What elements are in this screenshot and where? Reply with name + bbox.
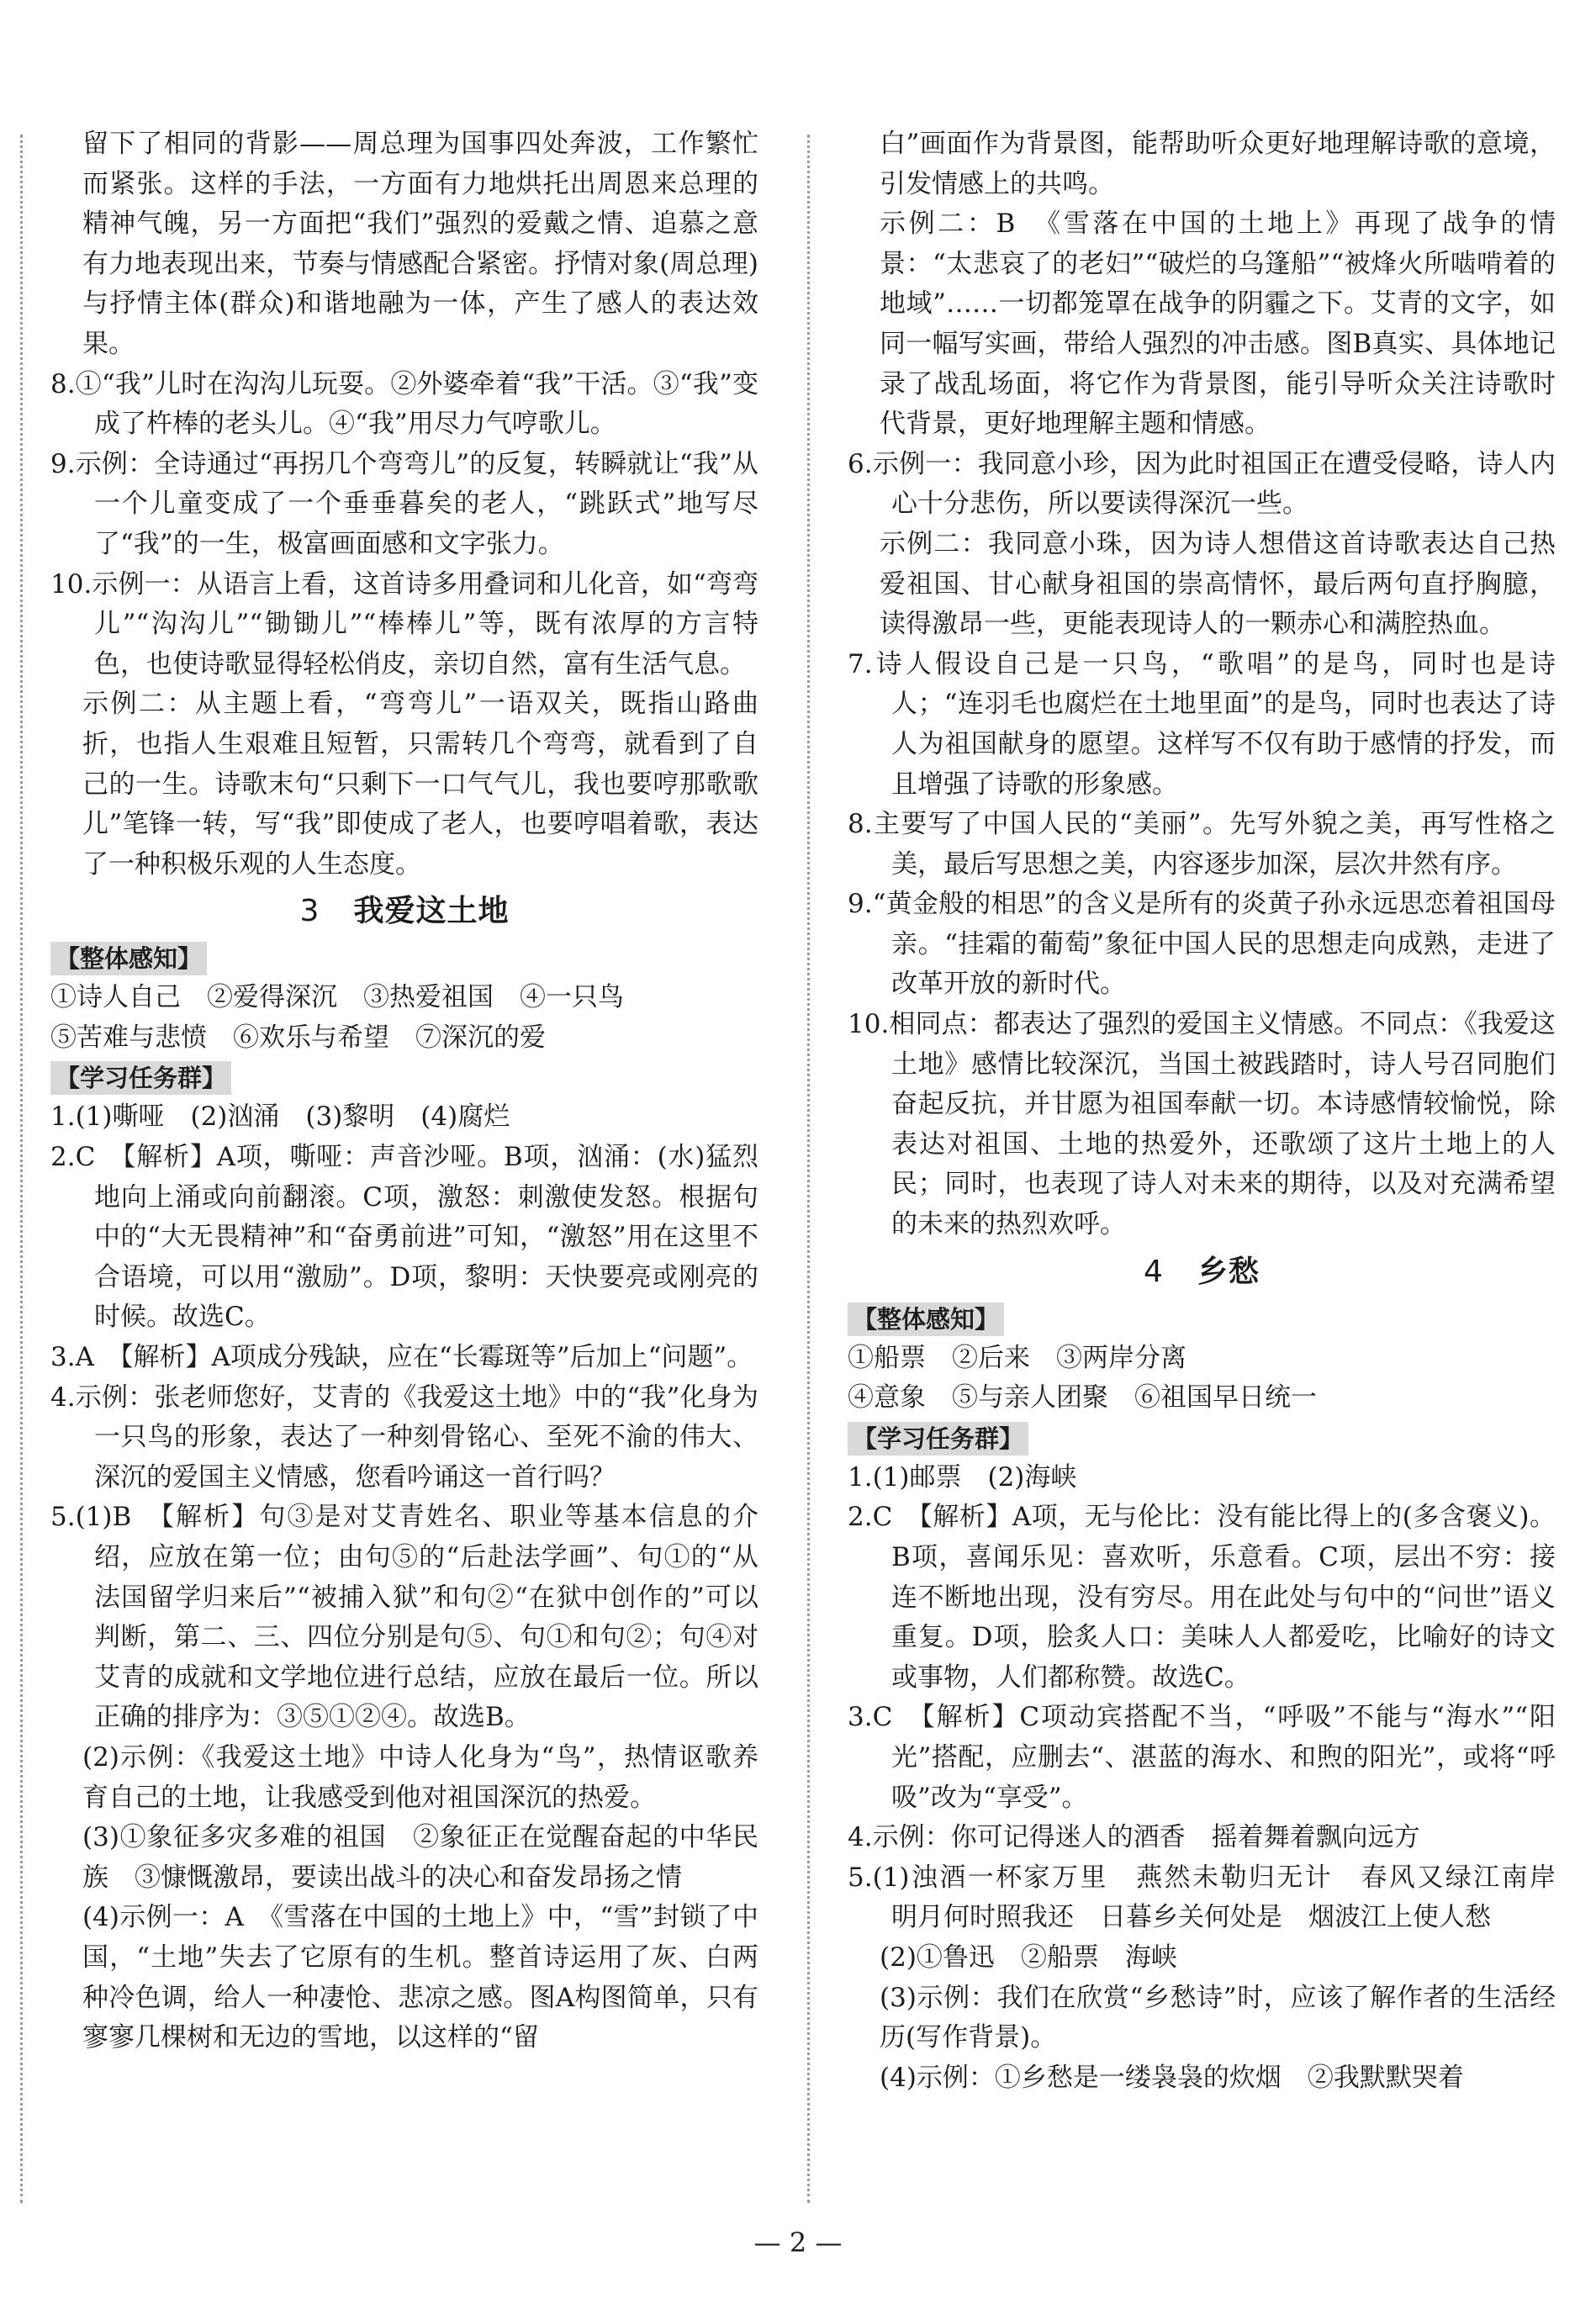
section-heading: 乡愁 xyxy=(1197,1254,1260,1289)
answer-5-part-3: (3)示例：我们在欣赏“乡愁诗”时，应该了解作者的生活经历(写作背景)。 xyxy=(880,1982,1556,2053)
tag-learning-tasks: 【学习任务群】 xyxy=(50,1061,231,1095)
answer-paragraph: 留下了相同的背影——周总理为国事四处奔波，工作繁忙而紧张。这样的手法，一方面有力地烘托出周恩来总理的精神气魄，另一方面把“我们”强烈的爱戴之情、追慕之意有力地表现出来，节奏与情感配合紧密。抒情对象(周总理)与抒情主体(群众)和谐地融为一体，产生了感人的表达效果。 xyxy=(82,129,758,359)
section-number: 4 xyxy=(1144,1254,1164,1289)
answer-9: 9.“黄金般的相思”的含义是所有的炎黄子孙永远思恋着祖国母亲。“挂霜的葡萄”象征中国人民的思想走向成熟，走进了改革开放的新时代。 xyxy=(848,889,1556,1000)
summary-line-2: ⑤苦难与悲愤 ⑥欢乐与希望 ⑦深沉的爱 xyxy=(50,1022,546,1053)
summary-line-1: ①船票 ②后来 ③两岸分离 xyxy=(848,1342,1186,1373)
section-heading: 我爱这土地 xyxy=(353,894,510,929)
answer-1: 1.(1)邮票 (2)海峡 xyxy=(848,1461,1077,1493)
page-number: — 2 — xyxy=(753,2227,843,2259)
tag-learning-tasks: 【学习任务群】 xyxy=(848,1422,1028,1456)
answer-6-example-2: 示例二：我同意小珠，因为诗人想借这首诗歌表达自己热爱祖国、甘心献身祖国的崇高情怀，最后两句直抒胸臆，读得激昂一些，更能表现诗人的一颗赤心和满腔热血。 xyxy=(880,528,1556,640)
tag-overall-perception: 【整体感知】 xyxy=(848,1302,1004,1336)
answer-10: 10.相同点：都表达了强烈的爱国主义情感。不同点：《我爱这土地》感情比较深沉，当国土被践踏时，诗人号召同胞们奋起反抗，并甘愿为祖国奉献一切。本诗感情较愉悦，除表达对祖国、土地的热爱外，还歌颂了这片土地上的人民；同时，也表现了诗人对未来的期待，以及对充满希望的未来的热烈欢呼。 xyxy=(848,1009,1556,1240)
answer-2: 2.C 【解析】A项，嘶哑：声音沙哑。B项，汹涌：(水)猛烈地向上涌或向前翻滚。C项，激怒：刺激使发怒。根据句中的“大无畏精神”和“奋勇前进”可知，“激怒”用在这里不合语境，可以用“激励”。D项，黎明：天快要亮或刚亮的时候。故选C。 xyxy=(50,1142,758,1333)
answer-5-part-4: (4)示例一：A 《雪落在中国的土地上》中，“雪”封锁了中国，“土地”失去了它原有的生机。整首诗运用了灰、白两种冷色调，给人一种凄怆、悲凉之感。图A构图简单，只有寥寥几棵树和无边的雪地，以这样的“留 xyxy=(82,1902,758,2053)
answer-5-example-2: 示例二：B 《雪落在中国的土地上》再现了战争的情景：“太悲哀了的老妇”“破烂的乌篷船”“被烽火所啮啃着的地域”……一切都笼罩在战争的阴霾之下。艾青的文字，如同一幅写实画，带给人强烈的冲击感。图B真实、具体地记录了战乱场面，将它作为背景图，能引导听众关注诗歌时代背景，更好地理解主题和情感。 xyxy=(880,209,1556,440)
answer-continued: 白”画面作为背景图，能帮助听众更好地理解诗歌的意境，引发情感上的共鸣。 xyxy=(880,129,1556,199)
section-number: 3 xyxy=(299,894,320,929)
answer-3: 3.C 【解析】C项动宾搭配不当，“呼吸”不能与“海水”“阳光”搭配，应删去“、湛蓝的海水、和煦的阳光”，或将“呼吸”改为“享受”。 xyxy=(848,1702,1556,1813)
answer-3: 3.A 【解析】A项成分残缺，应在“长霉斑等”后加上“问题”。 xyxy=(50,1342,753,1373)
right-column xyxy=(848,124,1582,2098)
section-title-3 xyxy=(50,886,758,937)
answer-9: 9.示例：全诗通过“再拐几个弯弯儿”的反复，转瞬就让“我”从一个儿童变成了一个垂垂暮矣的老人，“跳跃式”地写尽了“我”的一生，极富画面感和文字张力。 xyxy=(50,448,758,559)
answer-5-part-4: (4)示例：①乡愁是一缕袅袅的炊烟 ②我默默哭着 xyxy=(880,2062,1464,2093)
answer-5: 5.(1)B 【解析】句③是对艾青姓名、职业等基本信息的介绍，应放在第一位；由句⑤的“后赴法学画”、句①的“从法国留学归来后”“被捕入狱”和句②“在狱中创作的”可以判断，第二、三、四位分别是句⑤、句①和句②；句④对艾青的成就和文学地位进行总结，应放在最后一位。所以正确的排序为：③⑤①②④。故选B。 xyxy=(50,1502,758,1733)
answer-5-part-3: (3)①象征多灾多难的祖国 ②象征正在觉醒奋起的中华民族 ③慷慨激昂，要读出战斗的决心和奋发昂扬之情 xyxy=(82,1822,758,1893)
answer-10: 10.示例一：从语言上看，这首诗多用叠词和儿化音，如“弯弯儿”“沟沟儿”“锄锄儿”“棒棒儿”等，既有浓厚的方言特色，也使诗歌显得轻松俏皮，亲切自然，富有生活气息。 xyxy=(50,568,758,679)
answer-1: 1.(1)嘶哑 (2)汹涌 (3)黎明 (4)腐烂 xyxy=(50,1102,510,1133)
left-column xyxy=(50,124,758,2058)
summary-line-1: ①诗人自己 ②爱得深沉 ③热爱祖国 ④一只鸟 xyxy=(50,982,624,1013)
answer-7: 7.诗人假设自己是一只鸟，“歌唱”的是鸟，同时也是诗人；“连羽毛也腐烂在土地里面”的是鸟，同时也表达了诗人为祖国献身的愿望。这样写不仅有助于感情的抒发，而且增强了诗歌的形象感。 xyxy=(848,648,1556,800)
answer-8: 8.①“我”儿时在沟沟儿玩耍。②外婆牵着“我”干活。③“我”变成了杵棒的老头儿。④“我”用尽力气哼歌儿。 xyxy=(50,368,758,440)
answer-5-part-2: (2)示例：《我爱这土地》中诗人化身为“鸟”，热情讴歌养育自己的土地，让我感受到他对祖国深沉的热爱。 xyxy=(82,1741,758,1813)
answer-4: 4.示例：你可记得迷人的酒香 摇着舞着飘向远方 xyxy=(848,1822,1420,1853)
answer-10-example-2: 示例二：从主题上看，“弯弯儿”一语双关，既指山路曲折，也指人生艰难且短暂，只需转几个弯弯，就看到了自己的一生。诗歌末句“只剩下一口气气儿，我也要哼那歌歌儿”笔锋一转，写“我”即使成了老人，也要哼唱着歌，表达了一种积极乐观的人生态度。 xyxy=(82,689,758,880)
answer-8: 8.主要写了中国人民的“美丽”。先写外貌之美，再写性格之美，最后写思想之美，内容逐步加深，层次井然有序。 xyxy=(848,809,1556,880)
section-title-4 xyxy=(848,1247,1556,1297)
tag-overall-perception: 【整体感知】 xyxy=(50,942,207,975)
answer-5: 5.(1)浊酒一杯家万里 燕然未勒归无计 春风又绿江南岸 明月何时照我还 日暮乡关何处是 烟波江上使人愁 xyxy=(848,1862,1582,1933)
answer-5-part-2: (2)①鲁迅 ②船票 海峡 xyxy=(880,1942,1177,1973)
left-margin-divider xyxy=(20,135,23,2203)
summary-line-2: ④意象 ⑤与亲人团聚 ⑥祖国早日统一 xyxy=(848,1382,1317,1413)
answer-4: 4.示例：张老师您好，艾青的《我爱这土地》中的“我”化身为一只鸟的形象，表达了一种刻骨铭心、至死不渝的伟大、深沉的爱国主义情感，您看吟诵这一首行吗？ xyxy=(50,1382,758,1493)
answer-6: 6.示例一：我同意小珍，因为此时祖国正在遭受侵略，诗人内心十分悲伤，所以要读得深沉一些。 xyxy=(848,448,1556,520)
answer-2: 2.C 【解析】A项，无与伦比：没有能比得上的(多含褒义)。B项，喜闻乐见：喜欢听，乐意看。C项，层出不穷：接连不断地出现，没有穷尽。用在此处与句中的“问世”语义重复。D项，脍炙人口：美味人人都爱吃，比喻好的诗文或事物，人们都称赞。故选C。 xyxy=(848,1502,1556,1693)
column-divider xyxy=(807,135,810,2203)
